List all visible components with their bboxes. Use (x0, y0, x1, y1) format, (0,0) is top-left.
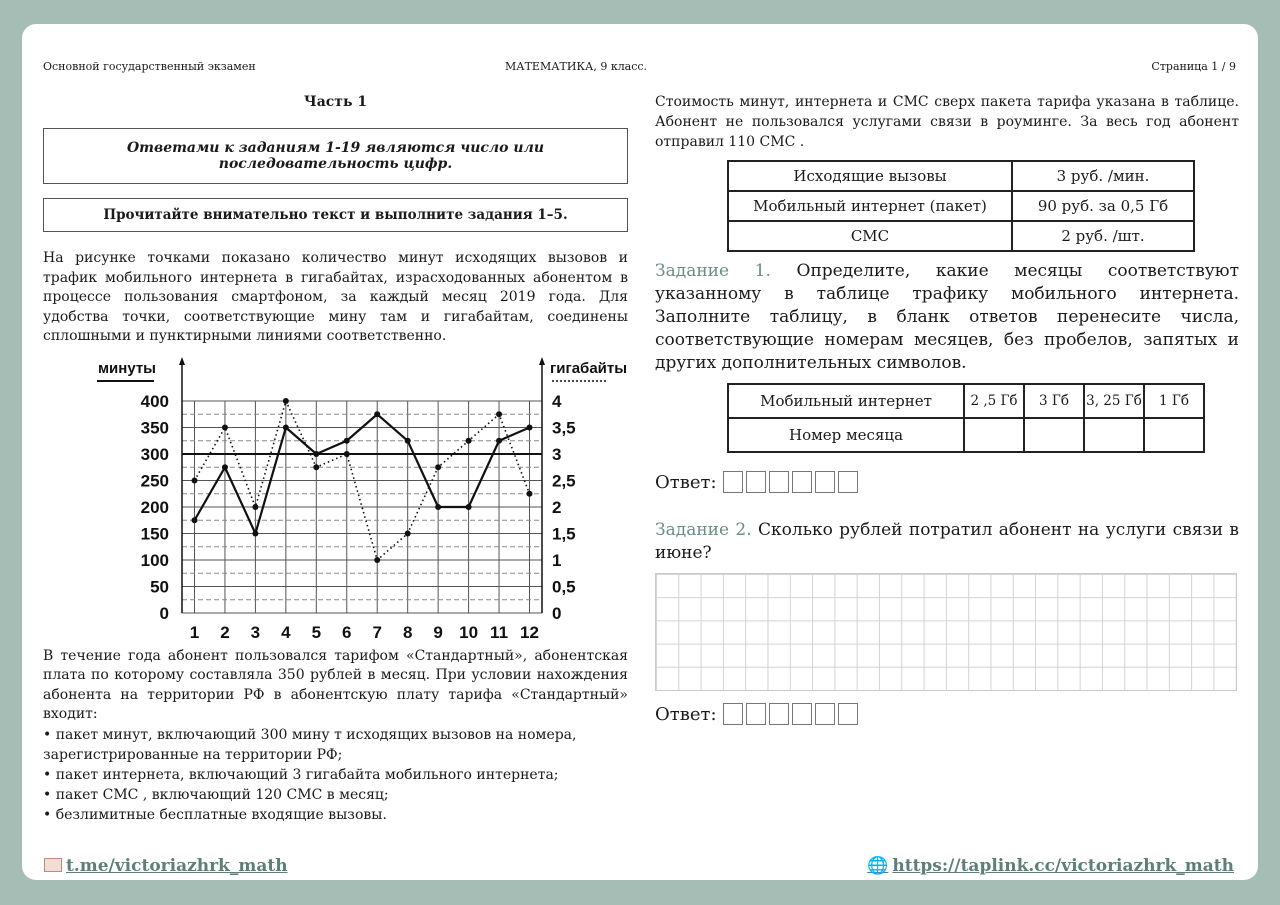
answer-cell[interactable] (746, 471, 766, 493)
y-tick-label-left: 300 (140, 444, 169, 464)
internet-data-point (252, 504, 258, 510)
bullet-item: • пакет СМС , включающий 120 СМС в месяц; (43, 786, 389, 803)
x-tick-label: 3 (250, 622, 261, 642)
task2-label: Задание 2. (655, 520, 752, 540)
y-tick-label-left: 200 (140, 497, 169, 517)
header-right: Страница 1 / 9 (1151, 60, 1236, 73)
x-tick-label: 10 (459, 622, 479, 642)
right-column (655, 92, 1239, 725)
y-axis-right-arrow (539, 357, 545, 365)
minutes-data-point (496, 437, 502, 443)
table-cell: 3 Гб (1024, 384, 1084, 418)
x-tick-label: 12 (520, 622, 539, 642)
internet-data-point (527, 490, 533, 496)
globe-icon: 🌐 (867, 856, 889, 876)
answer-label: Ответ: (655, 471, 717, 493)
answer-cell[interactable] (792, 471, 812, 493)
table-cell: 3 руб. /мин. (1012, 161, 1194, 191)
y-axis-left-title: минуты (97, 359, 156, 377)
y-tick-label-left: 100 (140, 550, 169, 570)
table-cell: 3, 25 Гб (1084, 384, 1144, 418)
exam-page (22, 24, 1258, 880)
table-row (728, 418, 1204, 452)
x-tick-label: 2 (220, 622, 230, 642)
table-cell: 90 руб. за 0,5 Гб (1012, 191, 1194, 221)
telegram-link[interactable]: t.me/victoriazhrk_math (66, 856, 288, 876)
month-input-cell[interactable] (1144, 418, 1204, 452)
task1 (655, 260, 1239, 375)
solution-grid[interactable] (655, 573, 1237, 691)
minutes-data-point (527, 424, 533, 430)
answer-cell[interactable] (815, 471, 835, 493)
y-axis-left-arrow (179, 357, 185, 365)
y-tick-label-left: 0 (159, 603, 169, 623)
minutes-data-point (374, 411, 380, 417)
answer-cell[interactable] (723, 471, 743, 493)
task2-text: Сколько рублей потратил абонент на услуги связи в июне? (655, 520, 1239, 563)
table-cell: СМС (728, 221, 1012, 251)
header-left: Основной государственный экзамен (43, 60, 256, 73)
minutes-data-point (252, 530, 258, 536)
task2 (655, 519, 1239, 565)
answer-cell[interactable] (723, 703, 743, 725)
envelope-icon (44, 858, 62, 872)
y-tick-label-left: 350 (140, 418, 169, 437)
minutes-data-point (313, 451, 319, 457)
answer-row-1 (655, 471, 1239, 493)
answer-cell[interactable] (792, 703, 812, 725)
y-tick-label-left: 250 (140, 471, 169, 490)
internet-data-point (344, 451, 350, 457)
y-tick-label-left: 400 (140, 391, 169, 411)
answer-row-2 (655, 703, 1239, 725)
footer-right[interactable] (867, 856, 1234, 876)
internet-data-point (496, 411, 502, 417)
y-tick-label-right: 4 (552, 391, 562, 411)
y-tick-label-right: 3 (552, 444, 562, 464)
task1-label: Задание 1. (655, 261, 771, 281)
y-tick-label-right: 0,5 (552, 577, 576, 596)
answer-cell[interactable] (815, 703, 835, 725)
y-tick-label-right: 2,5 (552, 471, 576, 490)
tariff-paragraph: В течение года абонент пользовался тарифом «Стандартный», абонентская плата по которому составляла 350 рублей в месяц. При условии нахождения абонента на территории РФ в абонентскую плату тарифа «Стандартный» входит: (43, 647, 628, 722)
table-row (728, 221, 1194, 251)
answer-cell[interactable] (769, 703, 789, 725)
table-cell: Номер месяца (728, 418, 964, 452)
bullet-item: • пакет интернета, включающий 3 гигабайта мобильного интернета; (43, 766, 559, 783)
y-tick-label-right: 3,5 (552, 418, 576, 437)
bullet-list (43, 725, 628, 825)
table-row (728, 161, 1194, 191)
bullet-item: • пакет минут, включающий 300 мину т исходящих вызовов на номера, зарегистрированные на территории РФ; (43, 726, 577, 763)
cost-intro: Стоимость минут, интернета и СМС сверх пакета тарифа указана в таблице. Абонент не пользовался услугами связи в роуминге. За весь год абонент отправил 110 СМС . (655, 94, 1239, 150)
tariff-table (727, 160, 1195, 252)
answer-label: Ответ: (655, 703, 717, 725)
internet-data-point (192, 477, 198, 483)
x-tick-label: 7 (372, 622, 382, 642)
y-tick-label-right: 0 (552, 603, 562, 623)
internet-data-point (283, 398, 289, 404)
minutes-data-point (222, 464, 228, 470)
intro-paragraph: На рисунке точками показано количество минут исходящих вызовов и трафик мобильного интернета в гигабайтах, израсходованных абонентом в процессе пользования смартфоном, за каждый месяц 2019 года. Для удобства точки, соответствующие мину там и гигабайтам, соединены сплошными и пунктирными линиями соответственно. (43, 250, 628, 344)
internet-data-point (313, 464, 319, 470)
y-tick-label-right: 1,5 (552, 524, 576, 543)
x-tick-label: 6 (342, 622, 352, 642)
read-text-box: Прочитайте внимательно текст и выполните задания 1–5. (43, 198, 628, 232)
answer-cell[interactable] (838, 471, 858, 493)
internet-data-point (222, 424, 228, 430)
y-tick-label-left: 150 (140, 524, 169, 543)
month-input-cell[interactable] (1084, 418, 1144, 452)
internet-data-point (466, 437, 472, 443)
minutes-data-point (466, 504, 472, 510)
table-cell: Мобильный интернет (пакет) (728, 191, 1012, 221)
part-title: Часть 1 (303, 94, 368, 110)
answer-cell[interactable] (769, 471, 789, 493)
table-row (728, 191, 1194, 221)
x-tick-label: 11 (490, 622, 509, 642)
minutes-data-point (405, 437, 411, 443)
minutes-data-point (435, 504, 441, 510)
x-tick-label: 9 (433, 622, 443, 642)
minutes-data-point (344, 437, 350, 443)
x-tick-label: 8 (402, 622, 413, 642)
table-row (728, 384, 1204, 418)
table-cell: 2 руб. /шт. (1012, 221, 1194, 251)
x-tick-label: 4 (281, 622, 291, 642)
month-input-cell[interactable] (964, 418, 1024, 452)
left-column (43, 94, 628, 825)
minutes-data-point (192, 517, 198, 523)
y-tick-label-right: 1 (552, 550, 562, 570)
table-cell: Исходящие вызовы (728, 161, 1012, 191)
minutes-data-point (283, 424, 289, 430)
internet-data-point (374, 557, 380, 563)
x-tick-label: 5 (311, 622, 322, 642)
internet-data-point (405, 530, 411, 536)
answer-cell[interactable] (746, 703, 766, 725)
table-cell: 2 ,5 Гб (964, 384, 1024, 418)
y-tick-label-right: 2 (552, 497, 562, 517)
table-cell: Мобильный интернет (728, 384, 964, 418)
header-center: МАТЕМАТИКА, 9 класс. (505, 60, 648, 73)
internet-data-point (435, 464, 441, 470)
table-cell: 1 Гб (1144, 384, 1204, 418)
x-tick-label: 1 (189, 622, 200, 642)
task1-text: Определите, какие месяцы соответствуют указанному в таблице трафику мобильного интернета. Заполните таблицу, в бланк ответов перенесите числа, соответствующие номерам месяцев, без пробелов, запятых и других дополнительных символов. (655, 261, 1239, 373)
bullet-item: • безлимитные бесплатные входящие вызовы. (43, 806, 387, 823)
internet-table (727, 383, 1205, 453)
y-axis-right-title: гигабайты (550, 359, 628, 377)
usage-chart (97, 355, 657, 645)
answer-cell[interactable] (838, 703, 858, 725)
month-input-cell[interactable] (1024, 418, 1084, 452)
taplink-link[interactable]: https://taplink.cc/victoriazhrk_math (892, 856, 1234, 876)
y-tick-label-left: 50 (150, 577, 169, 596)
answers-note-box: Ответами к заданиям 1-19 являются число или последовательность цифр. (43, 128, 628, 184)
footer-left[interactable] (44, 856, 288, 876)
